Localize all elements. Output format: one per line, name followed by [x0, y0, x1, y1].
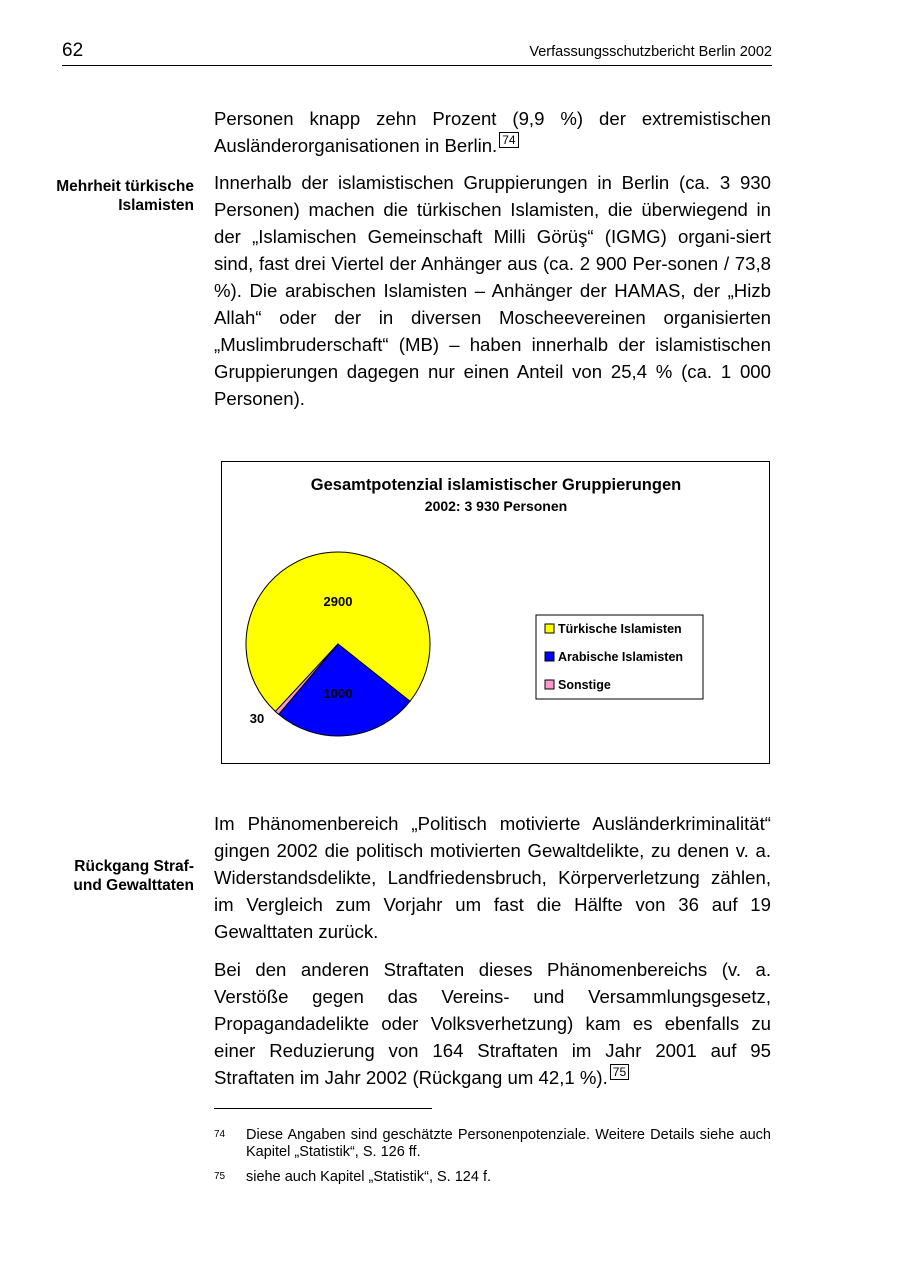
intro-line-2: [214, 132, 771, 159]
side-heading-line-2: und Gewalttaten: [73, 877, 194, 894]
section2-paragraph-1: Im Phänomenbereich „Politisch motivierte Ausländerkriminalität“ gingen 2002 die politisch motivierten Gewaltdelikte, zu denen v. a. Widerstandsdelikte, Landfriedensbruch, Körperverletzung zählen, im Vergleich zum Vorjahr um fast die Hälfte von 36 auf 19 Gewalttaten zurück.: [214, 813, 771, 942]
section1-paragraph: Innerhalb der islamistischen Gruppierungen in Berlin (ca. 3 930 Personen) machen die türkischen Islamisten, die überwiegend in der „Islamischen Gemeinschaft Milli Görüş“ (IGMG) organi-siert sind, fast drei Viertel der Anhänger aus (ca. 2 900 Per-sonen / 73,8 %). Die arabischen Islamisten – Anhänger der HAMAS, der „Hizb Allah“ oder der in diversen Moscheevereinen organisierten „Muslimbruderschaft“ (MB) – haben innerhalb der islamistischen Gruppierungen dagegen nur einen Anteil von 25,4 % (ca. 1 000 Personen).: [214, 172, 771, 409]
footnote-74-mark: 74: [214, 1129, 226, 1140]
side-heading-line-1: Rückgang Straf-: [74, 858, 194, 875]
intro-line-2-text: Ausländerorganisationen in Berlin.: [214, 135, 498, 156]
legend-item-sonstige-swatch: [545, 680, 554, 689]
footnote-74-text: Diese Angaben sind geschätzte Personenpotenziale. Weitere Details siehe auch Kapitel „Statistik“, S. 126 ff.: [246, 1127, 771, 1160]
chart-title: Gesamtpotenzial islamistischer Gruppierungen: [310, 476, 682, 494]
legend-item-arabische-islamisten: Arabische Islamisten: [558, 650, 684, 664]
side-heading-line-2: Islamisten: [118, 197, 194, 214]
footnote-ref-75: 75: [610, 1064, 629, 1080]
side-heading-rueckgang: [20, 857, 194, 895]
legend-item-sonstige: Sonstige: [558, 678, 611, 692]
pie-chart: [222, 462, 769, 763]
data-label-30: 30: [249, 711, 265, 726]
section2-paragraph-2-text: Bei den anderen Straftaten dieses Phänomenbereichs (v. a. Verstöße gegen das Vereins- und Versammlungsgesetz, Propagandadelikte oder Volksverhetzung) kam es ebenfalls zu einer Reduzierung von 164 Straftaten im Jahr 2001 auf 95 Straftaten im Jahr 2002 (Rückgang um 42,1 %).: [214, 959, 771, 1088]
data-label-2900: 2900: [323, 594, 353, 609]
page-number: 62: [62, 40, 84, 61]
data-label-1000: 1000: [323, 686, 353, 701]
header-rule: [62, 65, 772, 66]
footnote-rule: [214, 1108, 432, 1109]
intro-line-1: Personen knapp zehn Prozent (9,9 %) der extremistischen: [214, 108, 771, 129]
legend-item-arabische-islamisten-swatch: [545, 652, 554, 661]
side-heading-line-1: Mehrheit türkische: [56, 178, 194, 195]
footnote-75-mark: 75: [214, 1171, 226, 1182]
legend-item-tuerkische-islamisten: Türkische Islamisten: [558, 622, 682, 636]
section2-paragraph-2: [214, 956, 771, 1091]
chart-subtitle: 2002: 3 930 Personen: [424, 498, 568, 514]
footnote-ref-74: 74: [499, 132, 518, 148]
pie-slices: [246, 552, 430, 736]
side-heading-tuerkische-islamisten: [20, 177, 194, 215]
intro-paragraph: [214, 105, 771, 159]
footnote-75-text: siehe auch Kapitel „Statistik“, S. 124 f.: [246, 1169, 492, 1185]
chart-legend: [536, 615, 703, 699]
pie-chart-frame: [221, 461, 770, 764]
running-title: Verfassungsschutzbericht Berlin 2002: [529, 44, 772, 60]
legend-item-tuerkische-islamisten-swatch: [545, 624, 554, 633]
